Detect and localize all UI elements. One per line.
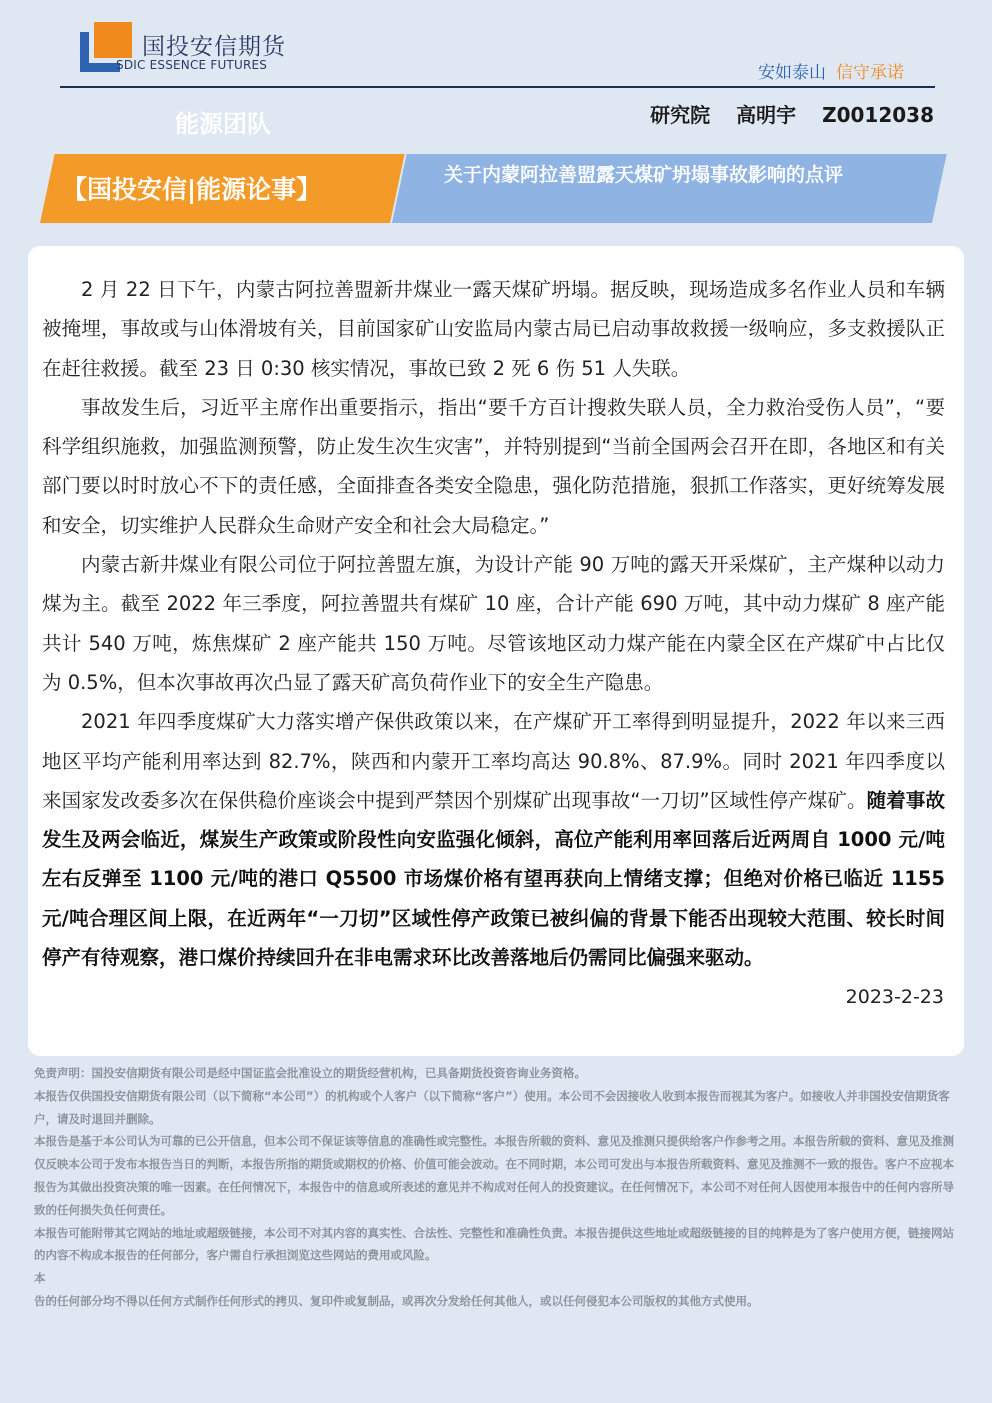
logo-english-name: SDIC ESSENCE FUTURES (116, 58, 268, 72)
paragraph-4-bold: 随着事故发生及两会临近，煤炭生产政策或阶段性向安监强化倾斜，高位产能利用率回落后近两周自 1000 元/吨左右反弹至 1100 元/吨的港口 Q5500 市场煤价格有望再获向上情绪支撑；但绝对价格已临近 1155 元/吨合理区间上限，在近两年“一刀切”区域性停产政策已被纠偏的背景下能否出现较大范围、较长时间停产有待观察，港口煤价持续回升在非电需求环比改善落地后仍需同比偏强来驱动。 (42, 788, 945, 970)
paragraph-2: 事故发生后，习近平主席作出重要指示，指出“要千方百计搜救失联人员，全力救治受伤人员”，“要科学组织施救，加强监测预警，防止发生次生灾害”，并特别提到“当前全国两会召开在即，各地区和有关部门要以时时放心不下的责任感，全面排查各类安全隐患，强化防范措施，狠抓工作落实，更好统筹发展和安全，切实维护人民群众生命财产安全和社会大局稳定。” (42, 395, 945, 537)
disclaimer-line-2: 本报告仅供国投安信期货有限公司（以下简称“本公司”）的机构或个人客户（以下简称“客户”）使用。本公司不会因接收人收到本报告而视其为客户。如接收人并非国投安信期货客户，请及时退回并删除。 (34, 1088, 950, 1126)
article-date: 2023-2-23 (845, 986, 944, 1008)
paragraph-3: 内蒙古新井煤业有限公司位于阿拉善盟左旗，为设计产能 90 万吨的露天开采煤矿，主产煤种以动力煤为主。截至 2022 年三季度，阿拉善盟共有煤矿 10 座，合计产能 690 万吨，其中动力煤矿 8 座产能共计 540 万吨，炼焦煤矿 2 座产能共 150 万吨。尽管该地区动力煤产能在内蒙全区在产煤矿中占比仅为 0.5%，但本次事故再次凸显了露天矿高负荷作业下的安全生产隐患。 (42, 553, 945, 694)
author-license-id: Z0012038 (822, 103, 934, 127)
disclaimer-line-3: 本报告是基于本公司认为可靠的已公开信息，但本公司不保证该等信息的准确性或完整性。本报告所载的资料、意见及推测只提供给客户作参考之用。本报告所载的资料、意见及推测仅反映本公司于发布本报告当日的判断，本报告所指的期货或期权的价格、价值可能会波动。在不同时期，本公司可发出与本报告所载资料、意见及推测不一致的报告。客户不应视本报告为其做出投资决策的唯一因素。在任何情况下，本报告中的信息或所表述的意见并不构成对任何人的投资建议。在任何情况下，本公司不对任何人因使用本报告中的任何内容所导致的任何损失负任何责任。 (34, 1134, 954, 1217)
disclaimer-line-5: 本 (34, 1271, 46, 1286)
disclaimer (34, 1062, 962, 1313)
slogan (758, 58, 904, 83)
paragraph-4-normal: 2021 年四季度煤矿大力落实增产保供政策以来，在产煤矿开工率得到明显提升，2022 年以来三西地区平均产能利用率达到 82.7%，陕西和内蒙开工率均高达 90.8%、87.9%。同时 2021 年四季度以来国家发改委多次在保供稳价座谈会中提到严禁因个别煤矿出现事故“一刀切”区域性停产煤矿。 (42, 710, 945, 812)
disclaimer-line-4: 本报告可能附带其它网站的地址或超级链接，本公司不对其内容的真实性、合法性、完整性和准确性负责。本报告提供这些地址或超级链接的目的纯粹是为了客户使用方便，链接网站的内容不构成本报告的任何部分，客户需自行承担浏览这些网站的费用或风险。 (34, 1225, 954, 1263)
column-title: 【国投安信|能源论事】 (62, 175, 322, 204)
author-name: 高明宇 (736, 103, 797, 127)
article-body (42, 270, 945, 977)
author-info (650, 99, 934, 128)
team-label: 能源团队 (175, 110, 271, 138)
author-department: 研究院 (650, 103, 711, 127)
paragraph-4 (42, 702, 945, 977)
paragraph-1: 2 月 22 日下午，内蒙古阿拉善盟新井煤业一露天煤矿坍塌。据反映，现场造成多名作业人员和车辆被掩埋，事故或与山体滑坡有关，目前国家矿山安监局内蒙古局已启动事故救援一级响应，多支救援队正在赶往救援。截至 23 日 0:30 核实情况，事故已致 2 死 6 伤 51 人失联。 (42, 278, 945, 380)
disclaimer-line-6: 告的任何部分均不得以任何方式制作任何形式的拷贝、复印件或复制品，或再次分发给任何其他人，或以任何侵犯本公司版权的其他方式使用。 (34, 1293, 759, 1308)
disclaimer-line-1: 免责声明：国投安信期货有限公司是经中国证监会批准设立的期货经营机构，已具备期货投资咨询业务资格。 (34, 1066, 586, 1080)
header-divider (60, 86, 935, 88)
logo-chinese-name: 国投安信期货 (142, 34, 286, 60)
company-logo (80, 22, 330, 74)
slogan-part-2: 信守承诺 (836, 63, 904, 83)
article-title: 关于内蒙阿拉善盟露天煤矿坍塌事故影响的点评 (444, 164, 844, 186)
slogan-part-1: 安如泰山 (758, 63, 826, 83)
